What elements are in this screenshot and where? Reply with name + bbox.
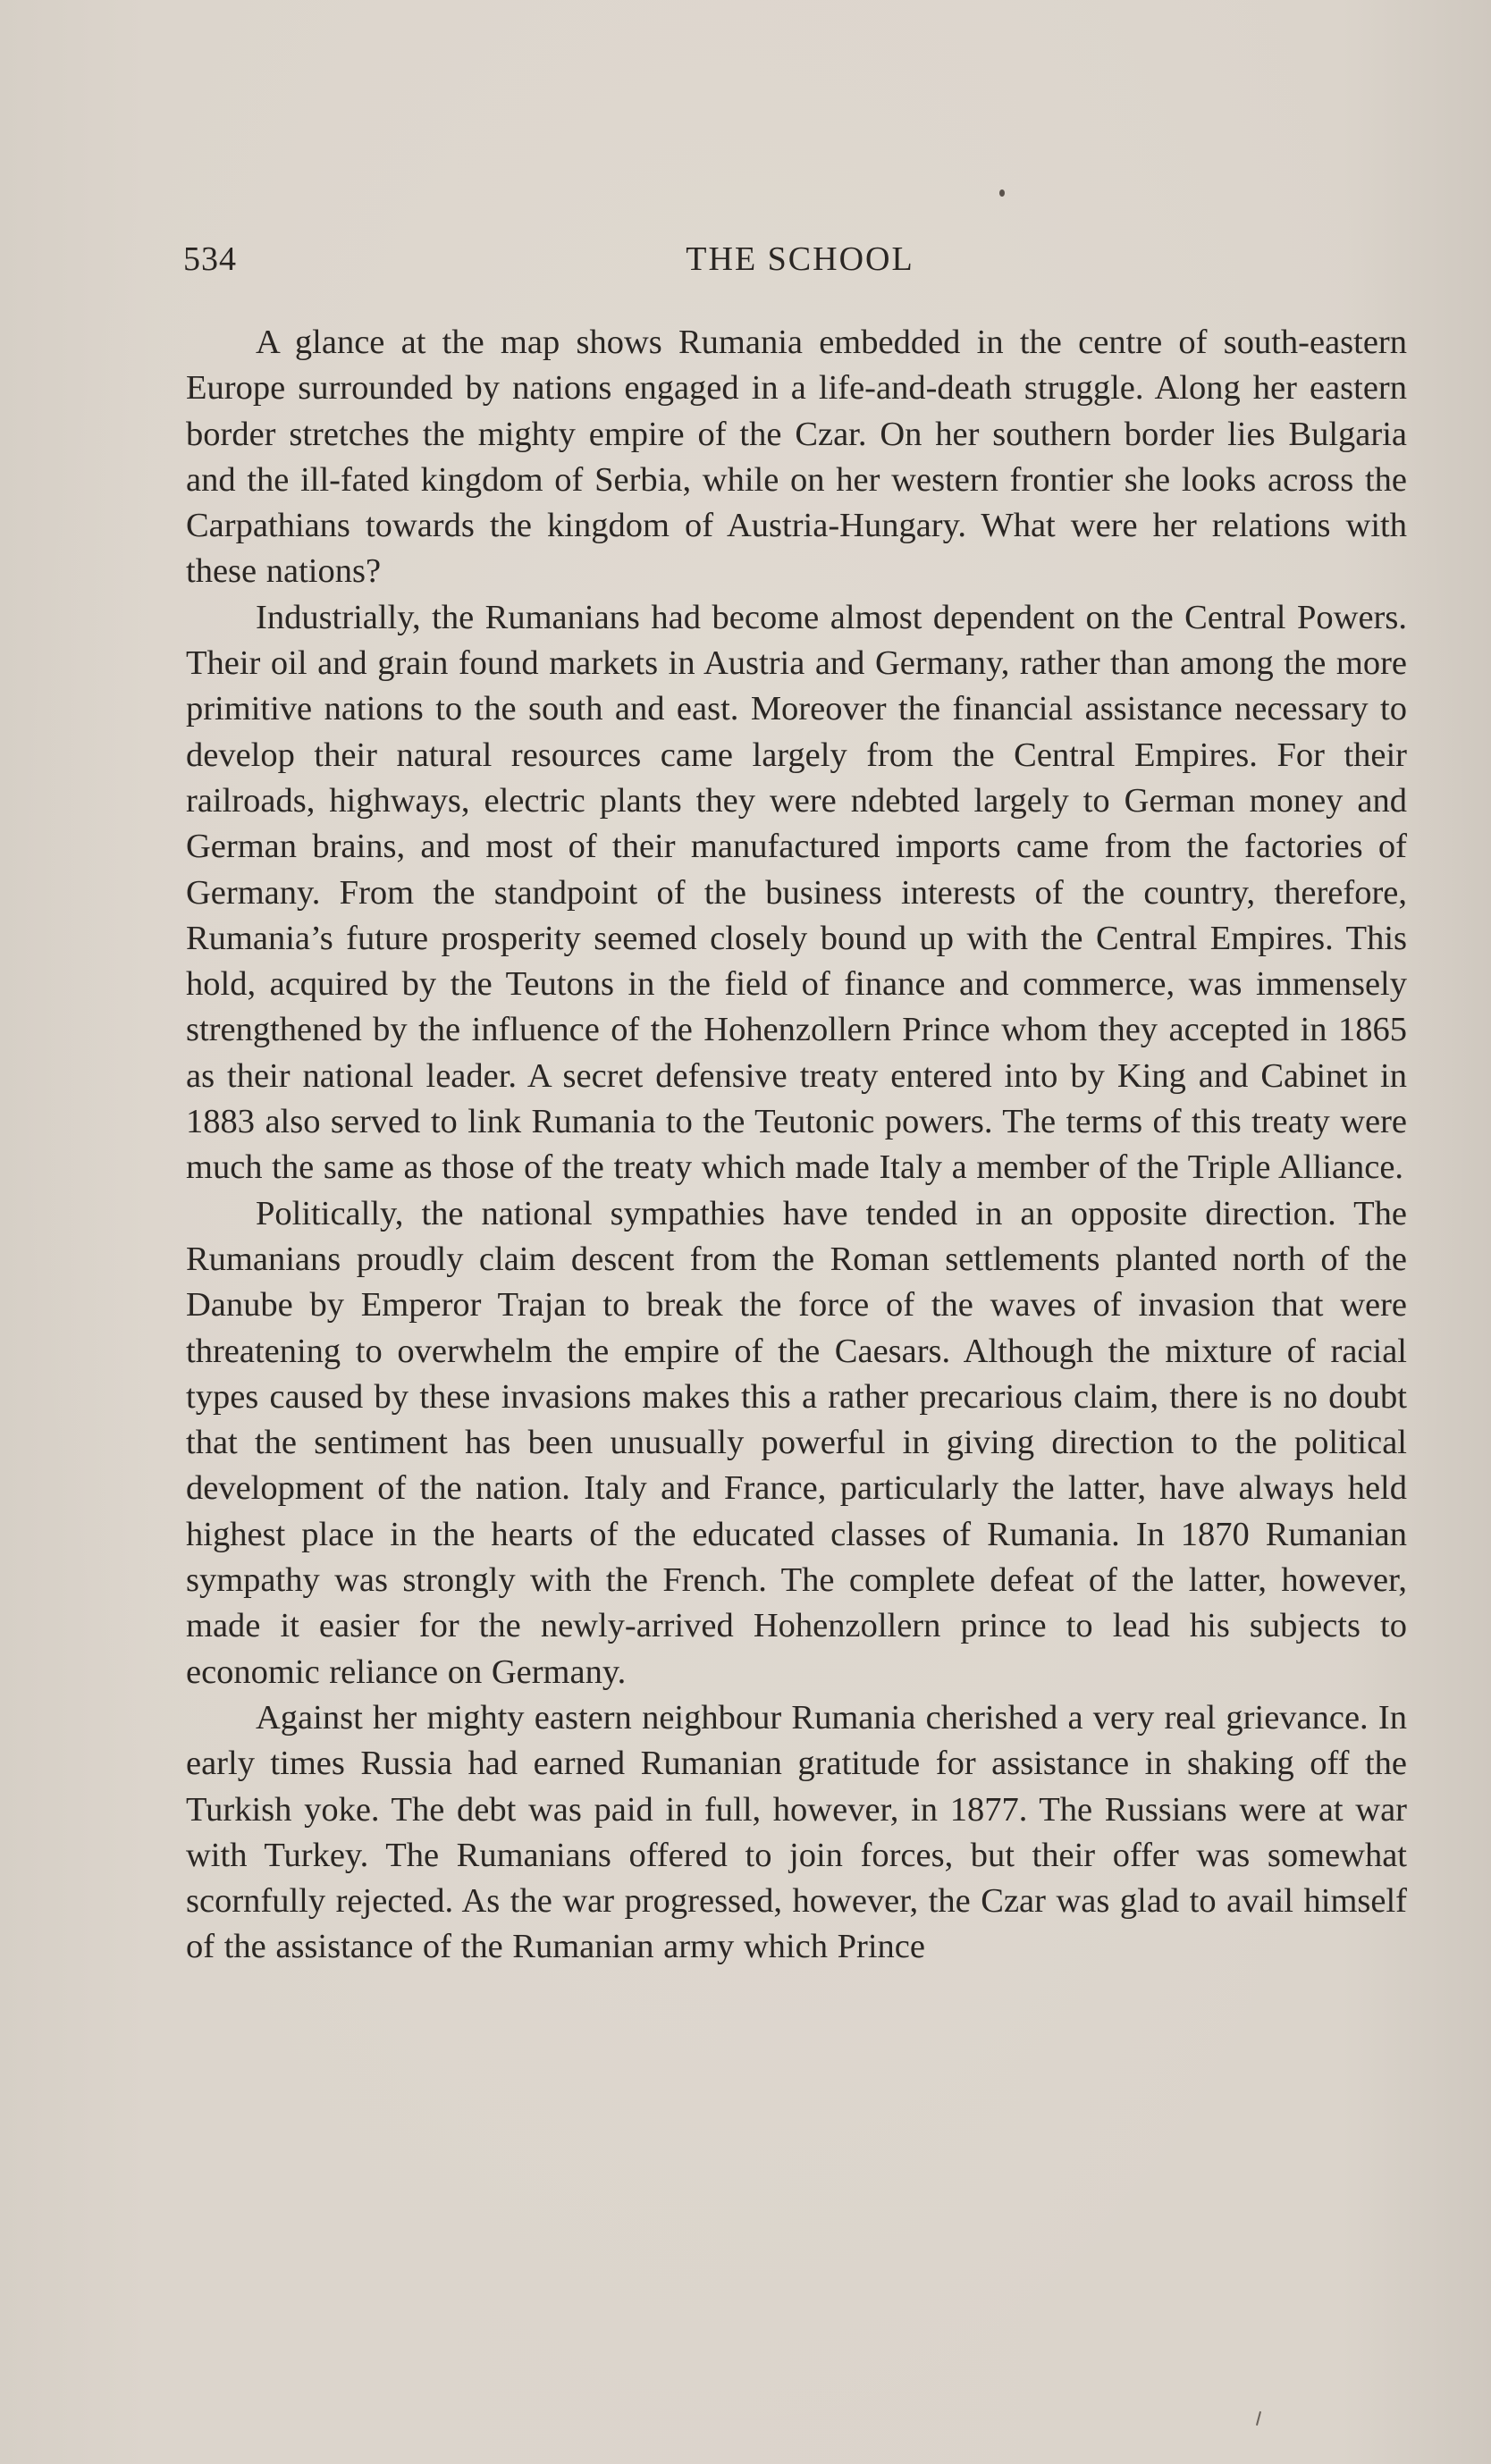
ink-speck [999,189,1005,197]
running-head: THE SCHOOL [686,240,914,278]
paragraph: Politically, the national sympathies have tended in an opposite direction. The Rumanians proudly claim descent from the Roman settlements planted north of the Danube by Emperor Trajan to break the force of the waves of invasion that were threatening to overwhelm the empire of the Caesars. Although the mixture of racial types caused by these invasions makes this a rather precarious claim, there is no doubt that the sentiment has been unusually powerful in giving direction to the political development of the nation. Italy and France, particularly the latter, have always held highest place in the hearts of the educated classes of Rumania. In 1870 Rumanian sympathy was strongly with the French. The complete defeat of the latter, however, made it easier for the newly-arrived Hohenzollern prince to lead his subjects to economic reliance on Germany. [186,1194,1407,1691]
paragraph: Industrially, the Rumanians had become almost dependent on the Central Powers. Their oil and grain found markets in Austria and Germany, rather than among the more primitive nations to the south and east. Moreover the financial assistance necessary to develop their natural resources came largely from the Central Empires. For their railroads, highways, electric plants they were ndebted largely to German money and German brains, and most of their manufactured imports came from the factories of Germany. From the standpoint of the business interests of the country, therefore, Rumania’s future prosperity seemed closely bound up with the Central Empires. This hold, acquired by the Teutons in the field of finance and commerce, was immensely strengthened by the influence of the Hohenzollern Prince whom they accepted in 1865 as their national leader. A secret defensive treaty entered into by King and Cabinet in 1883 also served to link Rumania to the Teutonic powers. The terms of this treaty were much the same as those of the treaty which made Italy a member of the Triple Alliance. [186,598,1407,1187]
paragraph: Against her mighty eastern neighbour Rumania cherished a very real grievance. In early times Russia had earned Rumanian gratitude for assistance in shaking off the Turkish yoke. The debt was paid in full, however, in 1877. The Russians were at war with Turkey. The Rumanians offered to join forces, but their offer was somewhat scornfully rejected. As the war progressed, however, the Czar was glad to avail himself of the assistance of the Rumanian army which Prince [186,1698,1407,1966]
page-header [183,240,1417,293]
paragraph: A glance at the map shows Rumania embedded in the centre of south-eastern Europe surrounded by nations engaged in a life-and-death struggle. Along her eastern border stretches the mighty empire of the Czar. On her southern border lies Bulgaria and the ill-fated kingdom of Serbia, while on her western frontier she looks across the Carpathians towards the kingdom of Austria-Hungary. What were her relations with these nations? [186,324,1407,591]
ink-mark [1256,2411,1261,2426]
page-number: 534 [183,240,237,278]
body-text [186,320,1407,1971]
